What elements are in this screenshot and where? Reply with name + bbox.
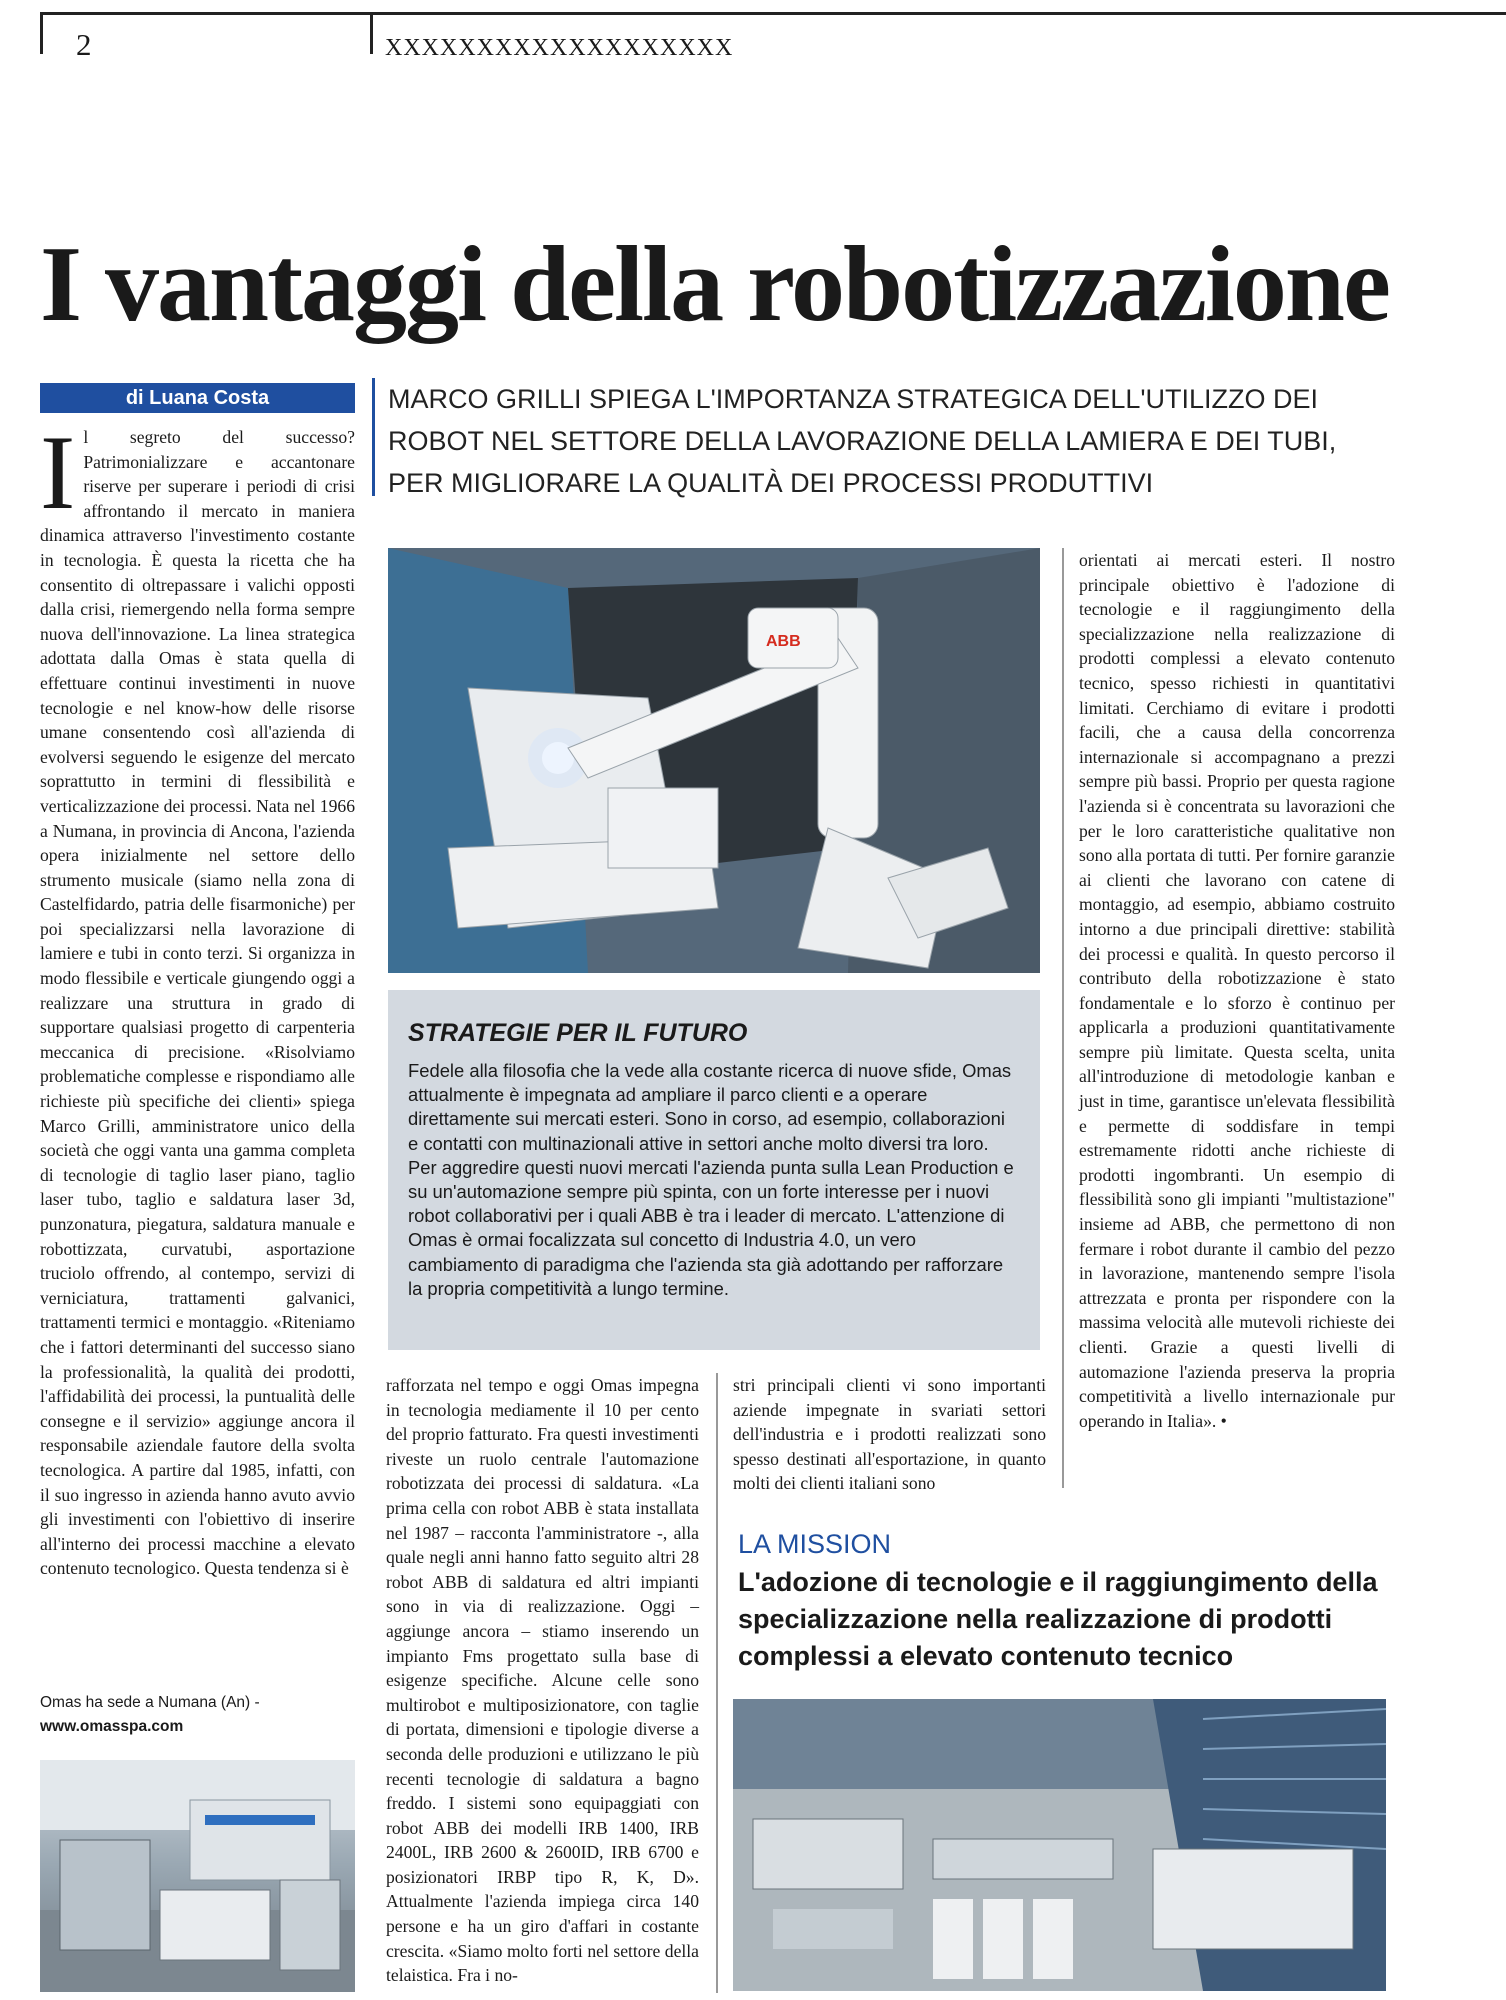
drop-cap: I [40,414,76,531]
mission-quote: L'adozione di tecnologie e il raggiungimento della specializzazione nella realizzazione di prodotti complessi a elevato contenuto tecnico [738,1567,1378,1671]
column-1-text: l segreto del successo? Patrimonializzare e accantonare riserve per superare i periodi di crisi affrontando il mercato in maniera dinamica attraverso l'investimento costante in tecnologia. È questa la ricetta che ha consentito di oltrepassare i valichi opposti dalla crisi, riemergendo nella forma sempre nuova dell'innovazione. La linea strategica adottata dalla Omas è stata quella di effettuare continui investimenti in nuove tecnologie e nel know-how delle risorse umane consentendo così all'azienda di evolversi seguendo le esigenze del mercato soprattutto in termini di flessibilità e verticalizzazione dei processi. Nata nel 1966 a Numana, in provincia di Ancona, l'azienda opera inizialmente nel settore dello strumento musicale (siamo nella zona di Castelfidardo, patria delle fisarmoniche) per poi specializzarsi nella lavorazione di lamiere e tubi in conto terzi. Si organizza in modo flessibile e verticale giungendo oggi a realizzare una struttura in grado di supportare qualsiasi progetto di carpenteria meccanica di precisione. «Risolviamo problematiche complesse e rispondiamo alle richieste più specifiche dei clienti» spiega Marco Grilli, amministratore unico della società che oggi vanta una gamma completa di tecnologie di taglio laser piano, taglio laser tubo, taglio e saldatura laser 3d, punzonatura, piegatura, saldatura manuale e robottizzata, curvatubi, asportazione truciolo offrendo, al contempo, servizi di verniciatura, trattamenti galvanici, trattamenti termici e montaggio. «Riteniamo che i fattori determinanti del successo siano la professionalità, la qualità dei prodotti, l'affidabilità dei processi, la puntualità delle consegne e il servizio» aggiunge ancora il responsabile aziendale fautore della svolta tecnologica. A partire dal 1985, infatti, con il suo ingresso in azienda hanno avuto avvio gli investimenti con l'obiettivo di inserire all'interno dei processi macchine a elevato contenuto tecnologico. Questa tendenza si è [40,427,355,1579]
column-2-text: rafforzata nel tempo e oggi Omas impegna in tecnologia mediamente il 10 per cento del proprio fatturato. Fra questi investimenti riveste un ruolo centrale l'automazione robotizzata dei processi di saldatura. «La prima cella con robot ABB è stata installata nel 1987 – racconta l'amministratore -, alla quale negli anni hanno fatto seguito altri 28 robot ABB di saldatura ed altri impianti sono in via di realizzazione. Oggi – aggiunge ancora – stiamo inserendo un impianto Fms progettato sulla base di esigenze specifiche. Alcune celle sono multirobot e multiposizionatore, con taglie di portata, dimensioni e tipologie diverse a seconda delle produzioni e utilizzano le più recenti tecnologie di saldatura a bagno freddo. I sistemi sono equipaggiati con robot ABB dei modelli IRB 1400, IRB 2400L, IRB 2600 & 2600ID, IRB 6700 e posizionatori IRBP tipo R, K, D». Attualmente l'azienda impiega circa 140 persone e ha un giro d'affari in costante crescita. «Siamo molto forti nel settore della telaistica. Fra i no- [386,1375,699,1986]
article-column-1 [40,414,355,1681]
robot-abb-logo: ABB [766,633,801,650]
article-subhead: MARCO GRILLI SPIEGA L'IMPORTANZA STRATEGICA DELL'UTILIZZO DEI ROBOT NEL SETTORE DELLA LAVORAZIONE DELLA LAMIERA E DEI TUBI, PER MIGLIORARE LA QUALITÀ DEI PROCESSI PRODUTTIVI [388,384,1337,498]
column-4-text: orientati ai mercati esteri. Il nostro principale obiettivo è l'adozione di tecnologie e il raggiungimento della specializzazione nella realizzazione di prodotti complessi a elevato contenuto tecnico, spesso richiesti in quantitativi limitati. Cerchiamo di evitare i prodotti facili, che a causa della concorrenza internazionale si accompagnano a prezzi sempre più bassi. Proprio per questa ragione l'azienda si è concentrata su lavorazioni che per le loro caratteristiche qualitative non sono alla portata di tutti. Per fornire garanzie ai clienti che lavorano con catene di montaggio, ad esempio, abbiamo costruito intorno a due principali direttive: stabilità dei processi e qualità. In questo percorso il contributo della robotizzazione è stato fondamentale e lo sforzo è continuo per applicarla a produzioni quantitativamente sempre più limitate. Questa scelta, unita all'introduzione di metodologie kanban e just in time, garantisce un'elevata flessibilità e permette di soddisfare in tempi estremamente ridotti anche richieste di prodotti ingombranti. Un esempio di flessibilità sono gli impianti "multistazione" insieme ad ABB, che permettono di non fermare i robot durante il cambio del pezzo in lavorazione, mantenendo sempre l'isola attrezzata e pronta per rispondere con la massima velocità alle mutevoli richieste dei clienti. Grazie a questi livelli di automazione l'azienda preserva la propria competitività a livello internazionale pur operando in Italia». • [1079,550,1395,1431]
header-tick-mid [370,12,373,54]
article-column-4 [1079,548,1395,1488]
subhead-rule [372,378,375,496]
article-column-3 [733,1373,1046,1494]
caption-text: Omas ha sede a Numana (An) - [40,1694,260,1711]
factory-photo-large-illustration [733,1699,1386,1991]
column-3-text: stri principali clienti vi sono importanti aziende impegnate in svariati settori dell'industria e i prodotti realizzati sono spesso destinati all'esportazione, in quanto molti dei clienti italiani sono [733,1375,1046,1494]
article-title: I vantaggi della robotizzazione [40,225,1389,344]
column-divider-3 [1062,548,1064,1488]
mission-label: LA MISSION [738,1529,892,1559]
column-divider-2 [716,1373,718,1993]
header-rule [40,12,1506,15]
byline: di Luana Costa [40,383,355,413]
strategy-box-body: Fedele alla filosofia che la vede alla costante ricerca di nuove sfide, Omas attualmente è impegnata ad ampliare il parco clienti e a operare direttamente sui mercati esteri. Sono in corso, ad esempio, collaborazioni e contatti con multinazionali attive in settori anche molto diversi tra loro. Per aggredire questi nuovi mercati l'azienda punta sulla Lean Production e su un'automazione sempre più spinta, con un forte interesse per i nuovi robot collaborativi per i quali ABB è tra i leader di mercato. L'attenzione di Omas è ormai focalizzata sul concetto di Industria 4.0, un vero cambiamento di paradigma che l'azienda sta già adottando per rafforzare la propria competitività a lungo termine. [408,1060,1014,1299]
factory-photo-small [40,1760,355,1992]
strategy-box-title: STRATEGIE PER IL FUTURO [408,1019,748,1047]
header-tick-left [40,12,43,54]
photo-caption [40,1691,355,1739]
article-column-2 [386,1373,699,1993]
factory-photo-large [733,1699,1386,1991]
factory-photo-small-illustration [40,1760,355,1992]
page-number: 2 [76,27,92,62]
robot-photo [388,548,1040,973]
robot-photo-illustration [388,548,1040,973]
caption-url: www.omasspa.com [40,1718,184,1735]
section-label: XXXXXXXXXXXXXXXXXXX [385,35,734,61]
